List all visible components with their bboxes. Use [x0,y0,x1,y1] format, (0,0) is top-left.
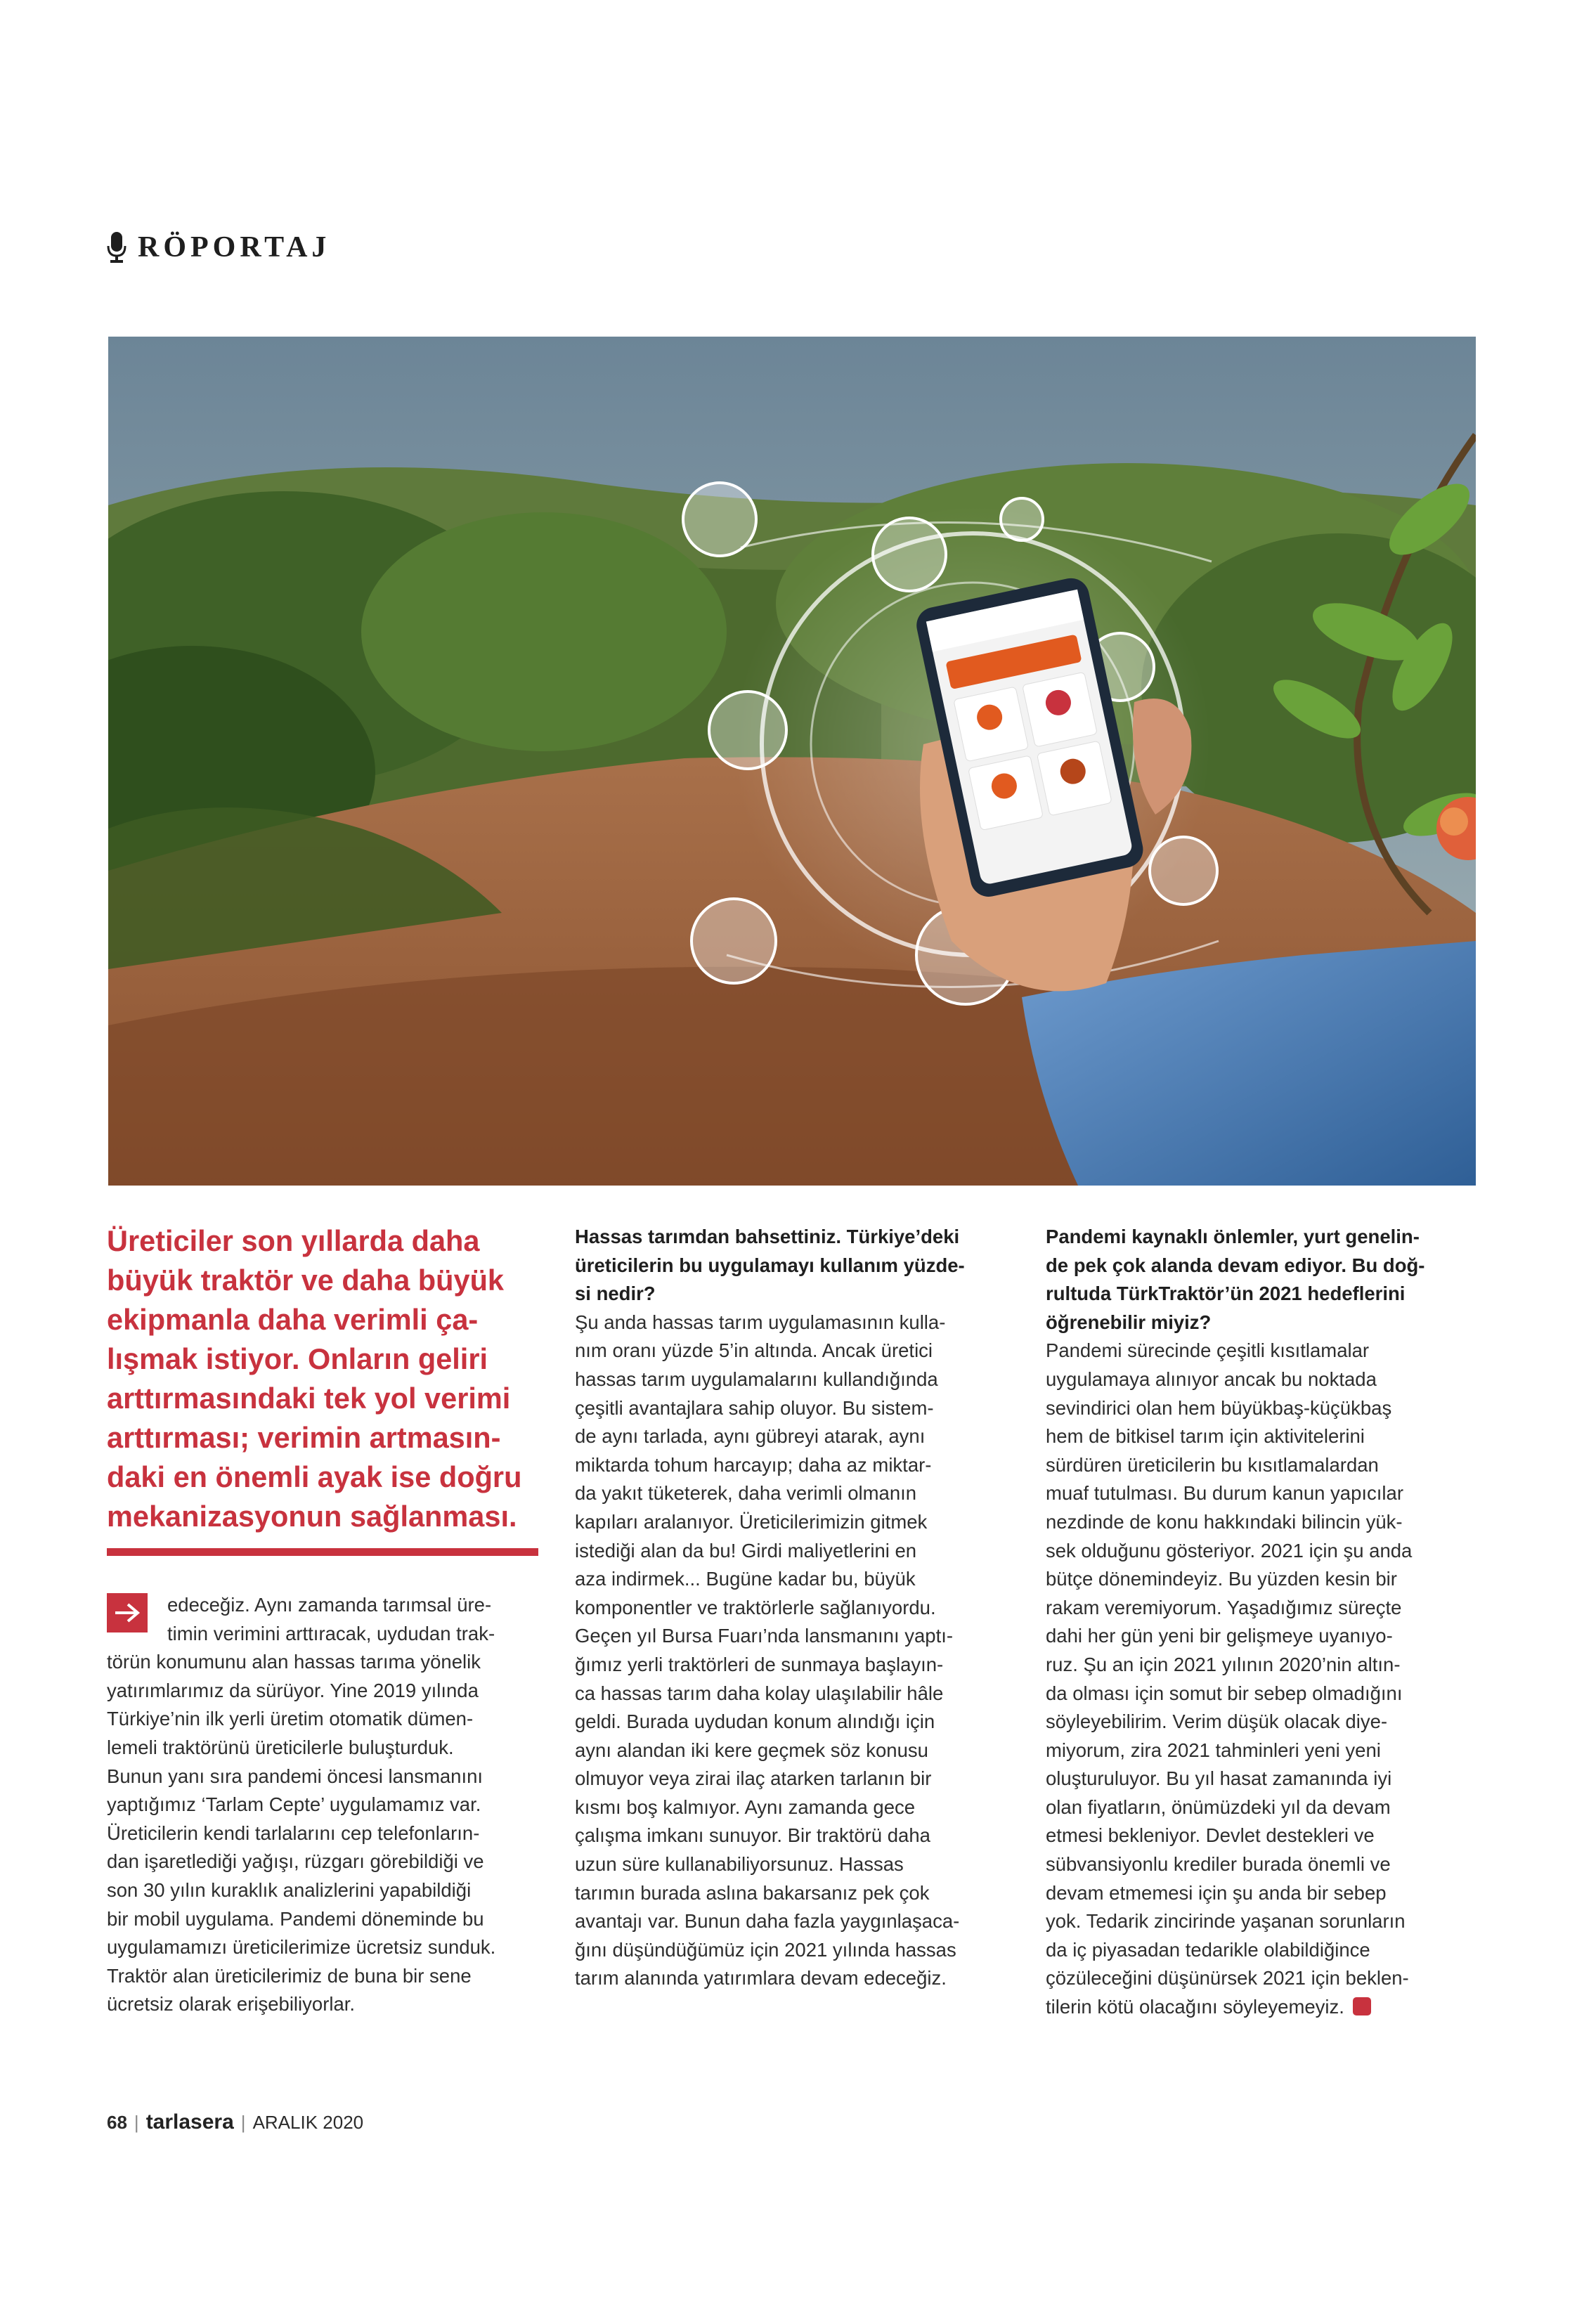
answer-line: dahi her gün yeni bir gelişmeye uyanıyo- [1046,1625,1393,1647]
paragraph-line: yaptığımız ‘Tarlam Cepte’ uygulamamız var. [107,1793,481,1816]
answer-line: devam etmemesi için şu anda bir sebep [1046,1881,1387,1904]
answer-line: olmuyor veya zirai ilaç atarken tarlanın bir [575,1767,932,1790]
magazine-name: tarlasera [145,2110,234,2134]
question-line: üreticilerin bu uygulamayı kullanım yüzde- [575,1254,965,1276]
microphone-icon [107,232,126,263]
question-line: de pek çok alanda devam ediyor. Bu doğ- [1046,1254,1425,1276]
answer-line: Pandemi sürecinde çeşitli kısıtlamalar [1046,1339,1370,1362]
answer-line: Geçen yıl Bursa Fuarı’nda lansmanını yaptı- [575,1625,954,1647]
answer-line: sevindirici olan hem büyükbaş-küçükbaş [1046,1396,1392,1419]
paragraph-line: edeceğiz. Aynı zamanda tarımsal üre- [167,1594,492,1616]
answer-line: uzun süre kullanabiliyorsunuz. Hassas [575,1853,904,1876]
paragraph-line: Bunun yanı sıra pandemi öncesi lansmanını [107,1765,484,1787]
answer-line: de aynı tarlada, aynı gübreyi atarak, aynı [575,1425,926,1448]
paragraph-line: ücretsiz olarak erişebiliyorlar. [107,1993,356,2015]
question-line: si nedir? [575,1283,656,1305]
question-line: Hassas tarımdan bahsettiniz. Türkiye’deki [575,1226,960,1247]
paragraph-line: uygulamamızı üreticilerimize ücretsiz sunduk. [107,1936,496,1959]
footer-separator: | [240,2112,246,2133]
page-number: 68 [107,2112,127,2133]
answer-line: rakam veremiyorum. Yaşadığımız süreçte [1046,1596,1402,1618]
article-column-3 [1046,1223,1476,2022]
article-column-1 [107,1591,541,2019]
answer-line: çözüleceğini düşünürsek 2021 için beklen- [1046,1967,1409,1989]
end-of-article-mark [1353,1997,1371,2015]
paragraph-line: yatırımlarımız da sürüyor. Yine 2019 yılında [107,1679,479,1701]
answer-line: etmesi bekleniyor. Devlet destekleri ve [1046,1824,1375,1847]
question-line: Pandemi kaynaklı önlemler, yurt genelin- [1046,1226,1420,1247]
answer-line: geldi. Burada uydudan konum alındığı için [575,1710,935,1733]
answer-line: muaf tutulması. Bu durum kanun yapıcılar [1046,1482,1403,1505]
page-footer [107,2110,363,2134]
answer-line: uygulamaya alınıyor ancak bu noktada [1046,1368,1377,1390]
answer-line: ca hassas tarım daha kolay ulaşılabilir hâle [575,1682,944,1704]
answer-line: miyorum, zira 2021 tahminleri yeni yeni [1046,1739,1381,1761]
answer-line: ğımız yerli traktörleri de sunmaya başlayın- [575,1653,944,1675]
paragraph-line: Traktör alan üreticilerimiz de buna bir sene [107,1964,472,1987]
answer-line: sek olduğunu gösteriyor. 2021 için şu anda [1046,1539,1413,1562]
article-column-2 [575,1223,1004,1993]
answer-line: aynı alandan iki kere geçmek söz konusu [575,1739,928,1761]
answer-line: miktarda tohum harcayıp; daha az miktar- [575,1453,932,1476]
paragraph-line: son 30 yılın kuraklık analizlerini yapabildiği [107,1878,472,1901]
answer-line: çeşitli avantajlara sahip oluyor. Bu sistem- [575,1396,934,1419]
section-label [107,231,330,264]
paragraph-line: törün konumunu alan hassas tarıma yönelik [107,1651,481,1673]
answer-line: yok. Tedarik zincirinde yaşanan sorunların [1046,1910,1406,1933]
paragraph-line: Türkiye’nin ilk yerli üretim otomatik dümen- [107,1708,474,1730]
answer-line: kapıları aralanıyor. Üreticilerimizin gitmek [575,1510,928,1533]
hero-photo [108,337,1476,1186]
pull-quote: Üreticiler son yıllarda daha büyük traktör ve daha büyük ekipmanla daha verimli ça-lışmak istiyor. Onların geliri arttırmasındaki tek yol verimi arttırması; verimin artmasın-daki en önemli ayak ise doğru mekanizasyonun sağlanması. [107,1224,522,1533]
paragraph-line: timin verimini arttıracak, uydudan trak- [167,1622,495,1644]
answer-line: çalışma imkanı sunuyor. Bir traktörü daha [575,1824,930,1847]
answer-line: hassas tarım uygulamalarını kullandığında [575,1368,938,1390]
answer-line: oluşturuluyor. Bu yıl hasat zamanında iyi [1046,1767,1392,1790]
paragraph-line: bir mobil uygulama. Pandemi döneminde bu [107,1907,484,1930]
answer-line: aza indirmek... Bugüne kadar bu, büyük [575,1568,916,1590]
answer-line: söyleyebilirim. Verim düşük olacak diye- [1046,1710,1388,1733]
answer-line: nezdinde de konu hakkındaki bilincin yük- [1046,1510,1403,1533]
answer-line: nım oranı yüzde 5’in altında. Ancak üretici [575,1339,933,1362]
question-line: rultuda TürkTraktör’ün 2021 hedeflerini [1046,1283,1406,1305]
section-title: RÖPORTAJ [138,231,331,264]
answer-line: sübvansiyonlu krediler burada önemli ve [1046,1853,1391,1876]
paragraph-line: Üreticilerin kendi tarlalarını cep telefonların- [107,1822,480,1844]
answer-line: da yakıt tüketerek, daha verimli olmanın [575,1482,917,1505]
answer-line: tarım alanında yatırımlara devam edeceğiz. [575,1967,947,1989]
answer-line: da iç piyasadan tedarikle olabildiğince [1046,1938,1370,1961]
answer-line: tarımın burada aslına bakarsanız pek çok [575,1881,930,1904]
answer-line: ruz. Şu an için 2021 yılının 2020’nin altın- [1046,1653,1401,1675]
answer-line: avantajı var. Bunun daha fazla yaygınlaşaca- [575,1910,960,1933]
answer-line: ğını düşündüğümüz için 2021 yılında hassas [575,1938,956,1961]
answer-line: kısmı boş kalmıyor. Aynı zamanda gece [575,1796,916,1818]
answer-line: olan fiyatların, önümüzdeki yıl da devam [1046,1796,1391,1818]
answer-line: bütçe dönemindeyiz. Bu yüzden kesin bir [1046,1568,1397,1590]
paragraph-line: lemeli traktörünü üreticilerle buluşturduk. [107,1736,454,1758]
answer-line-last [1046,1993,1476,2022]
answer-line: istediği alan da bu! Girdi maliyetlerini en [575,1539,917,1562]
answer-line: sürdüren üreticilerin bu kısıtlamalardan [1046,1453,1379,1476]
answer-line: Şu anda hassas tarım uygulamasının kulla- [575,1311,946,1333]
paragraph-line: dan işaretlediği yağışı, rüzgarı görebildiği ve [107,1850,484,1873]
question-line: öğrenebilir miyiz? [1046,1311,1212,1333]
pull-quote-rule [107,1548,538,1556]
answer-line: da olması için somut bir sebep olmadığını [1046,1682,1403,1704]
answer-line: hem de bitkisel tarım için aktivitelerini [1046,1425,1365,1448]
answer-line: komponentler ve traktörlerle sağlanıyordu. [575,1596,936,1618]
footer-separator: | [134,2112,139,2133]
issue-date: ARALIK 2020 [252,2112,364,2133]
answer-line-text: tilerin kötü olacağını söyleyemeyiz. [1046,1996,1344,2018]
